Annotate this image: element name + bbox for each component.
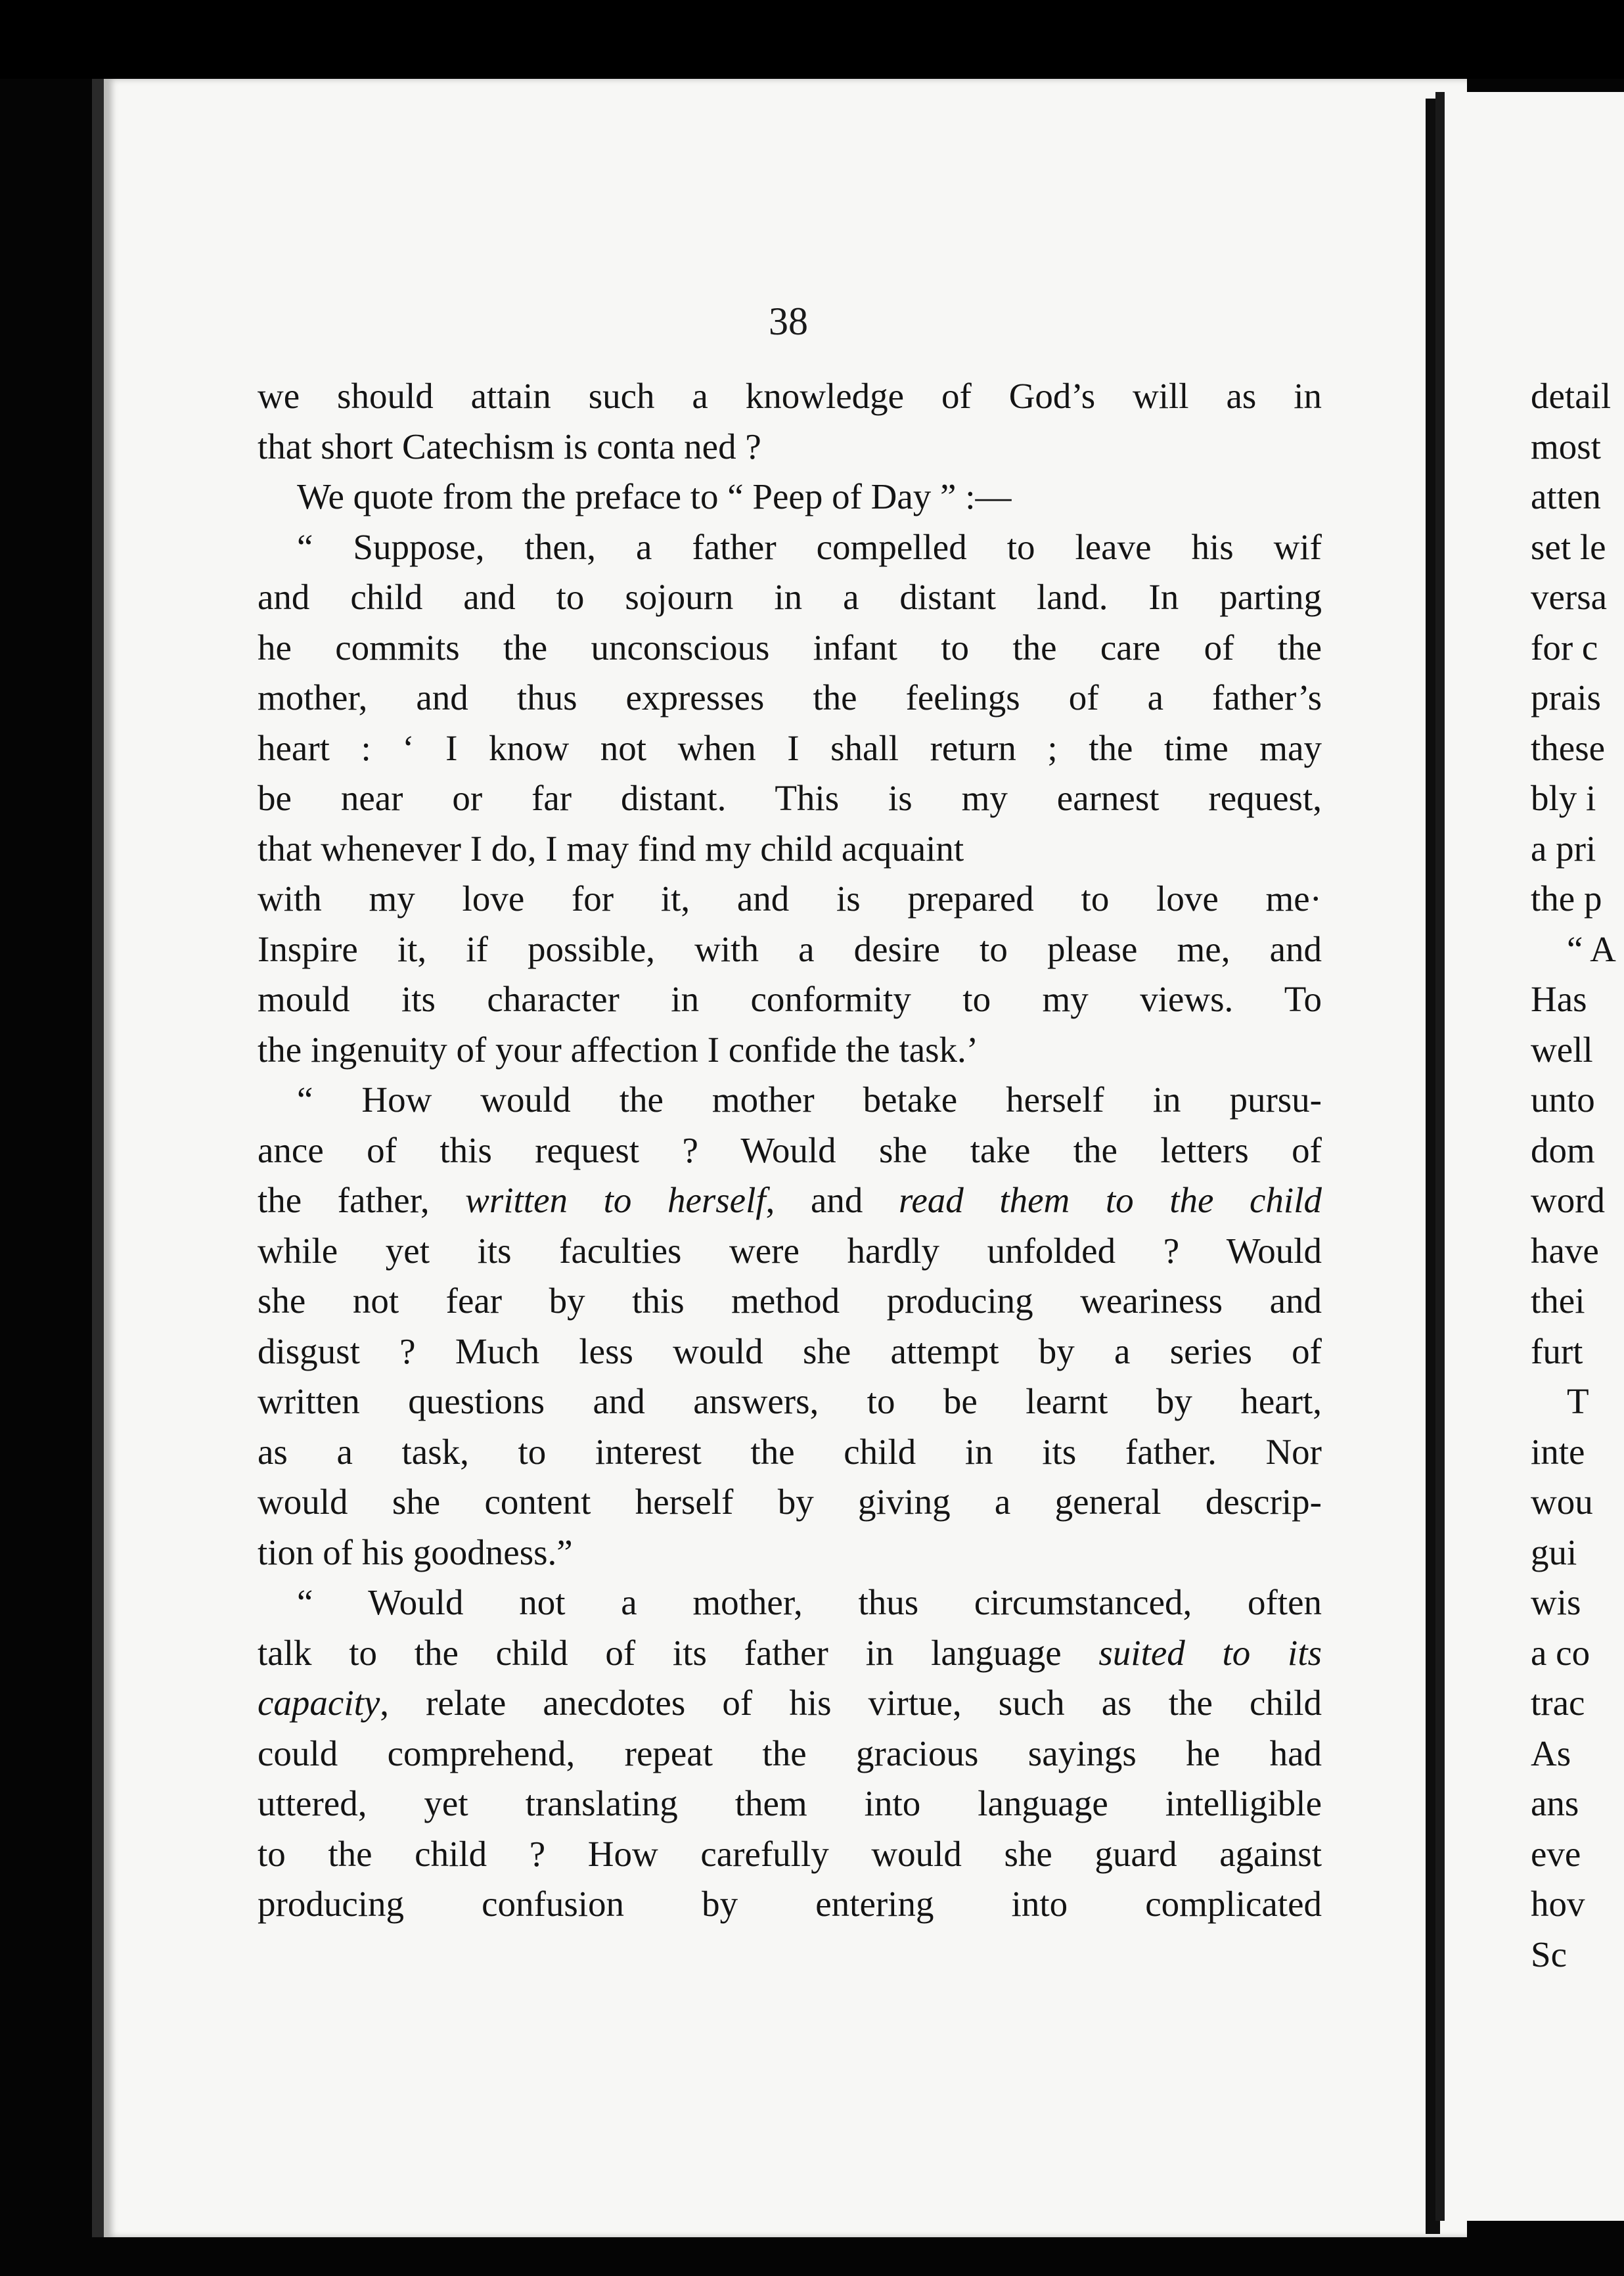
facing-page-line: bly i xyxy=(1531,778,1596,818)
facing-page-line: a pri xyxy=(1531,828,1596,869)
facing-page-line: furt xyxy=(1531,1331,1583,1371)
text-line: Inspire it, if possible, with a desire to please me, and xyxy=(258,928,1322,969)
facing-page-line: atten xyxy=(1531,476,1601,516)
page-body-text xyxy=(258,371,1322,1930)
text-line xyxy=(258,1175,1322,1226)
text-line: mould its character in conformity to my views. To xyxy=(258,979,1322,1019)
text-line: ance of this request ? Would she take the letters of xyxy=(258,1129,1322,1170)
scan-border xyxy=(0,0,1624,79)
text-line: and child and to sojourn in a distant land. In parting xyxy=(258,577,1322,617)
text-line xyxy=(258,1628,1322,1679)
facing-page-line: prais xyxy=(1531,677,1601,717)
text-line: “ Suppose, then, a father compelled to leave his wif xyxy=(297,526,1322,567)
text-line: “ How would the mother betake herself in pursu- xyxy=(297,1080,1322,1120)
facing-page-line: unto xyxy=(1531,1080,1595,1120)
facing-page-line: detail xyxy=(1531,376,1612,416)
text-line: that whenever I do, I may find my child acquaint xyxy=(258,828,964,869)
italic-phrase: written to herself xyxy=(465,1180,766,1220)
text-line: would she content herself by giving a general descrip- xyxy=(258,1482,1322,1522)
facing-page-line: most xyxy=(1531,426,1601,467)
text-line: that short Catechism is conta ned ? xyxy=(258,426,761,467)
facing-page-line: these xyxy=(1531,727,1606,768)
facing-page-line: ans xyxy=(1531,1783,1579,1823)
text-line: while yet its faculties were hardly unfolded ? Would xyxy=(258,1230,1322,1271)
text-line: we should attain such a knowledge of God’s will as in xyxy=(258,376,1322,416)
page-number: 38 xyxy=(769,300,808,343)
facing-page-line: for c xyxy=(1531,627,1598,668)
text-fragment: the father, xyxy=(258,1180,466,1220)
text-line: We quote from the preface to “ Peep of Day ” :— xyxy=(297,476,1012,516)
facing-page-text xyxy=(1531,371,1624,1980)
text-line: be near or far distant. This is my earnest request, xyxy=(258,778,1322,818)
text-line: to the child ? How carefully would she guard against xyxy=(258,1833,1322,1874)
text-line: uttered, yet translating them into language intelligible xyxy=(258,1783,1322,1823)
text-line: tion of his goodness.” xyxy=(258,1532,573,1572)
facing-page-line: dom xyxy=(1531,1129,1595,1170)
text-line: with my love for it, and is prepared to love me· xyxy=(258,878,1322,919)
text-line: “ Would not a mother, thus circumstanced, often xyxy=(297,1582,1322,1622)
text-line: heart : ‘ I know not when I shall return ; the time may xyxy=(258,727,1322,768)
italic-phrase: read them to the child xyxy=(899,1180,1322,1220)
facing-page-line: set le xyxy=(1531,526,1606,567)
facing-page-line: versa xyxy=(1531,577,1608,617)
facing-page-line: have xyxy=(1531,1230,1599,1271)
facing-page-line: T xyxy=(1567,1381,1589,1421)
facing-page-line: the p xyxy=(1531,878,1602,919)
facing-page-line: thei xyxy=(1531,1281,1585,1321)
italic-phrase: capacity xyxy=(258,1683,380,1723)
text-line: he commits the unconscious infant to the care of the xyxy=(258,627,1322,668)
text-line xyxy=(258,1678,1322,1729)
text-line: disgust ? Much less would she attempt by a series of xyxy=(258,1331,1322,1371)
facing-page-line: As xyxy=(1531,1733,1571,1773)
text-line: she not fear by this method producing weariness and xyxy=(258,1281,1322,1321)
facing-page-line: wou xyxy=(1531,1482,1593,1522)
facing-page-line: a co xyxy=(1531,1632,1590,1673)
text-line: producing confusion by entering into complicated xyxy=(258,1884,1322,1924)
facing-page-line: gui xyxy=(1531,1532,1577,1572)
facing-page-line: well xyxy=(1531,1029,1593,1070)
facing-page-line: inte xyxy=(1531,1431,1585,1472)
text-fragment: , and xyxy=(765,1180,899,1220)
facing-page-line: “ A xyxy=(1567,928,1616,969)
text-line: written questions and answers, to be learnt by heart, xyxy=(258,1381,1322,1421)
text-line: as a task, to interest the child in its father. Nor xyxy=(258,1431,1322,1472)
facing-page-line: Sc xyxy=(1531,1934,1567,1974)
facing-page-line: Has xyxy=(1531,979,1587,1019)
facing-page-line: wis xyxy=(1531,1582,1581,1622)
facing-page-line: hov xyxy=(1531,1884,1585,1924)
facing-page-line: eve xyxy=(1531,1833,1581,1874)
text-fragment: , relate anecdotes of his virtue, such as the child xyxy=(380,1683,1322,1723)
text-fragment: talk to the child of its father in language xyxy=(258,1632,1099,1673)
facing-page-line: trac xyxy=(1531,1683,1585,1723)
italic-phrase: suited to its xyxy=(1098,1632,1322,1673)
text-line: mother, and thus expresses the feelings of a father’s xyxy=(258,677,1322,717)
facing-page-line: word xyxy=(1531,1180,1606,1220)
text-line: could comprehend, repeat the gracious sayings he had xyxy=(258,1733,1322,1773)
text-line: the ingenuity of your affection I confide the task.’ xyxy=(258,1029,979,1070)
